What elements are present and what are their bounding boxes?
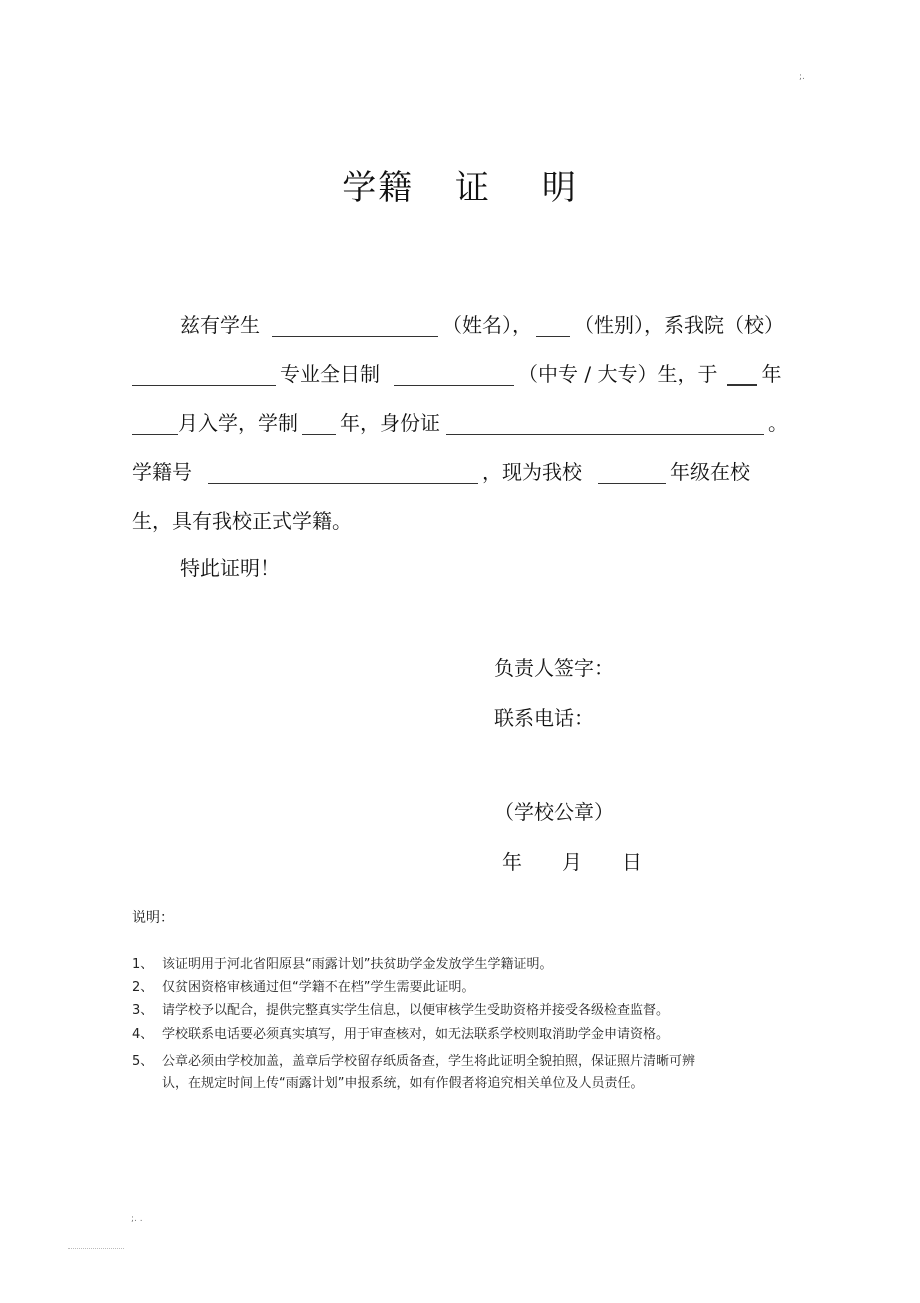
closing-text: 特此证明！ [180, 556, 280, 580]
note-number: 5、 [132, 1054, 154, 1069]
note-item-2 [132, 978, 474, 998]
current-label: ，现为我校 [482, 460, 582, 484]
major-blank[interactable] [132, 365, 276, 386]
date-year: 年 [502, 850, 522, 874]
gender-label: （性别），系我院（校） [574, 313, 784, 337]
duration-label: 年，身份证 [340, 411, 440, 435]
month-label: 月入学，学制 [178, 411, 298, 435]
level-label: （中专 / 大专）生，于 [518, 362, 718, 386]
page-title [0, 160, 920, 209]
text-prefix: 兹有学生 [180, 313, 260, 337]
title-part-1: 学籍 [342, 168, 415, 208]
student-no-label: 学籍号 [132, 460, 192, 484]
id-card-blank[interactable] [446, 414, 764, 435]
note-text: 公章必须由学校加盖，盖章后学校留存纸质备查，学生将此证明全貌拍照，保证照片清晰可辨 [162, 1054, 696, 1069]
note-text: 该证明用于河北省阳原县“雨露计划”扶贫助学金发放学生学籍证明。 [162, 957, 553, 972]
note-number: 4、 [132, 1027, 154, 1042]
date-line [502, 846, 642, 875]
enroll-year-blank[interactable] [727, 364, 757, 386]
name-blank[interactable] [272, 316, 438, 337]
student-no-blank[interactable] [208, 463, 478, 484]
note-item-1 [132, 955, 552, 975]
date-day: 日 [622, 850, 642, 874]
note-text: 请学校予以配合，提供完整真实学生信息，以便审核学生受助资格并接受各级检查监督。 [162, 1003, 670, 1018]
grade-label: 年级在校 [670, 460, 750, 484]
note-text: 仅贫困资格审核通过但“学籍不在档”学生需要此证明。 [162, 980, 475, 995]
grade-blank[interactable] [598, 463, 666, 484]
gender-blank[interactable] [536, 316, 570, 337]
enroll-month-blank[interactable] [132, 414, 178, 435]
body-line-3 [132, 411, 788, 435]
name-label: （姓名）， [442, 313, 532, 337]
school-seal-label: （学校公章） [494, 800, 614, 824]
footer-divider [68, 1248, 124, 1249]
page-mark-bottom: ;. . [131, 1214, 143, 1224]
note-item-3 [132, 1001, 669, 1021]
body-line-2 [132, 362, 781, 386]
page-mark-top: ;. [799, 72, 805, 82]
note-text: 学校联系电话要必须真实填写，用于审查核对，如无法联系学校则取消助学金申请资格。 [162, 1027, 670, 1042]
period: 。 [768, 411, 788, 435]
level-blank[interactable] [394, 365, 514, 386]
notes-title: 说明： [132, 910, 174, 926]
title-part-3: 明 [541, 168, 578, 208]
contact-phone-label: 联系电话： [494, 706, 594, 730]
duration-blank[interactable] [302, 414, 336, 435]
body-line-4 [132, 460, 750, 484]
note-number: 1、 [132, 957, 154, 972]
note-number: 3、 [132, 1003, 154, 1018]
note-number: 2、 [132, 980, 154, 995]
date-month: 月 [562, 850, 582, 874]
responsible-signature-label: 负责人签字： [494, 656, 614, 680]
major-label: 专业全日制 [280, 362, 380, 386]
note-item-4 [132, 1025, 669, 1045]
note-item-5 [132, 1052, 695, 1072]
body-line-1 [180, 313, 784, 337]
year-label: 年 [761, 362, 782, 386]
title-part-2: 证 [455, 168, 491, 208]
body-line-5: 生，具有我校正式学籍。 [132, 509, 352, 533]
note-item-5-continued: 认，在规定时间上传“雨露计划”申报系统，如有作假者将追究相关单位及人员责任。 [162, 1076, 644, 1091]
